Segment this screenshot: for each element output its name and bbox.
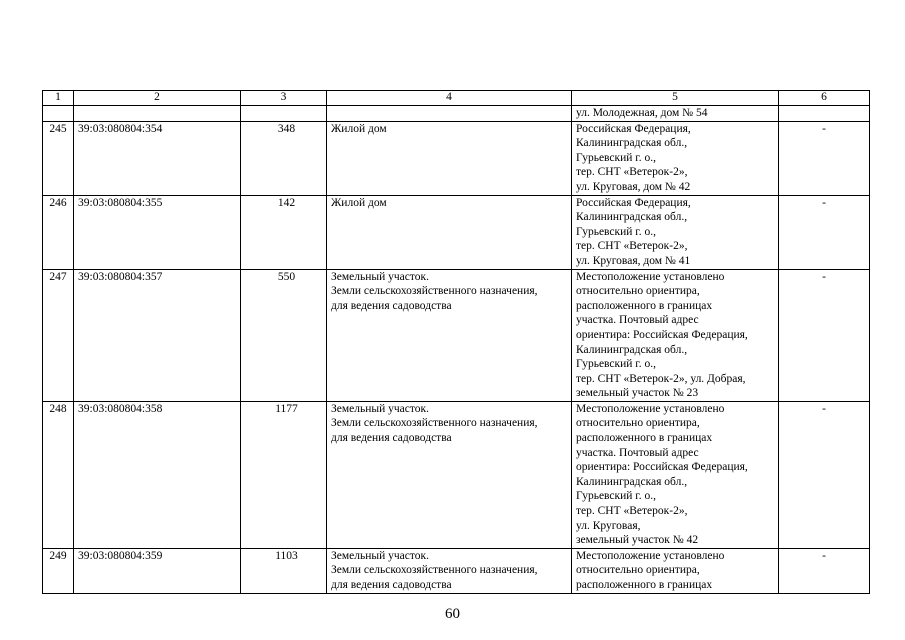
- column-number-row: [43, 91, 870, 106]
- table-row: [43, 401, 870, 548]
- object-type-line: Земельный участок.: [331, 402, 429, 415]
- object-type-line: Земли сельскохозяйственного назначения,: [331, 285, 538, 298]
- column-number: 6: [779, 91, 870, 106]
- row-number-cell: 249: [43, 548, 74, 593]
- address-line: Гурьевский г. о.,: [576, 225, 656, 238]
- cadastral-number-cell: 39:03:080804:354: [74, 121, 241, 195]
- object-type-line: Земли сельскохозяйственного назначения,: [331, 564, 538, 577]
- column-number: 2: [74, 91, 241, 106]
- address-line: участка. Почтовый адрес: [576, 446, 699, 459]
- cadastral-number-cell: 39:03:080804:359: [74, 548, 241, 593]
- object-type-cell: [327, 121, 572, 195]
- address-line: Калининградская обл.,: [576, 137, 688, 150]
- address-line: тер. СНТ «Ветерок-2», ул. Добрая,: [576, 372, 746, 385]
- column-number: 3: [241, 91, 327, 106]
- area-cell: 348: [241, 121, 327, 195]
- address-line: Гурьевский г. о.,: [576, 151, 656, 164]
- address-line: земельный участок № 42: [576, 534, 699, 547]
- address-line: Местоположение установлено: [576, 402, 725, 415]
- object-type-line: для ведения садоводства: [331, 579, 452, 591]
- address-line: Российская Федерация,: [576, 196, 691, 209]
- column-number: 4: [327, 91, 572, 106]
- address-cell: [572, 269, 779, 401]
- address-cell: [572, 121, 779, 195]
- object-type-line: Земельный участок.: [331, 549, 429, 562]
- address-cell: [572, 548, 779, 593]
- note-cell: -: [779, 269, 870, 401]
- address-line: расположенного в границах: [576, 432, 713, 445]
- note-cell: -: [779, 121, 870, 195]
- cadastral-number-cell: 39:03:080804:358: [74, 401, 241, 548]
- address-line: Калининградская обл.,: [576, 211, 688, 224]
- object-type-line: Жилой дом: [331, 196, 387, 209]
- area-cell: 550: [241, 269, 327, 401]
- column-number: 5: [572, 91, 779, 106]
- table-row: [43, 121, 870, 195]
- row-number-cell: 245: [43, 121, 74, 195]
- address-line: относительно ориентира,: [576, 417, 700, 430]
- object-type-cell: [327, 195, 572, 269]
- row-number-cell: 247: [43, 269, 74, 401]
- cadastral-number-cell: 39:03:080804:355: [74, 195, 241, 269]
- note-cell: -: [779, 195, 870, 269]
- area-cell: 1177: [241, 401, 327, 548]
- address-line: ул. Молодежная, дом № 54: [576, 107, 708, 119]
- address-line: Местоположение установлено: [576, 549, 725, 562]
- address-line: Калининградская обл.,: [576, 343, 688, 356]
- address-line: Местоположение установлено: [576, 270, 725, 283]
- object-type-line: Жилой дом: [331, 122, 387, 135]
- address-line: относительно ориентира,: [576, 564, 700, 577]
- address-line: расположенного в границах: [576, 579, 713, 591]
- address-line: тер. СНТ «Ветерок-2»,: [576, 505, 688, 518]
- continuation-row: [43, 106, 870, 122]
- object-type-cell: [327, 401, 572, 548]
- object-type-line: Земли сельскохозяйственного назначения,: [331, 417, 538, 430]
- address-line: ул. Круговая, дом № 42: [576, 180, 691, 193]
- object-type-line: Земельный участок.: [331, 270, 429, 283]
- area-cell: 142: [241, 195, 327, 269]
- registry-table: [42, 90, 870, 594]
- address-line: ул. Круговая, дом № 41: [576, 254, 691, 267]
- address-line: Гурьевский г. о.,: [576, 358, 656, 371]
- address-line: ориентира: Российская Федерация,: [576, 461, 748, 474]
- row-number-cell: 248: [43, 401, 74, 548]
- address-line: тер. СНТ «Ветерок-2»,: [576, 166, 688, 179]
- object-type-cell: [327, 548, 572, 593]
- object-type-cell: [327, 269, 572, 401]
- page-number: 60: [445, 606, 460, 622]
- object-type-line: для ведения садоводства: [331, 299, 452, 312]
- registry-table-body: [43, 91, 870, 594]
- address-line: расположенного в границах: [576, 299, 713, 312]
- note-cell: -: [779, 548, 870, 593]
- address-cell: [572, 401, 779, 548]
- address-line: Гурьевский г. о.,: [576, 490, 656, 503]
- area-cell: 1103: [241, 548, 327, 593]
- object-type-line: для ведения садоводства: [331, 432, 452, 445]
- address-line: Российская Федерация,: [576, 122, 691, 135]
- address-line: земельный участок № 23: [576, 387, 699, 400]
- address-line: относительно ориентира,: [576, 285, 700, 298]
- address-cell: [572, 106, 779, 122]
- table-row: [43, 195, 870, 269]
- address-line: ориентира: Российская Федерация,: [576, 328, 748, 341]
- address-line: ул. Круговая,: [576, 519, 641, 532]
- address-line: тер. СНТ «Ветерок-2»,: [576, 240, 688, 253]
- column-number: 1: [43, 91, 74, 106]
- note-cell: -: [779, 401, 870, 548]
- cadastral-number-cell: 39:03:080804:357: [74, 269, 241, 401]
- row-number-cell: 246: [43, 195, 74, 269]
- address-cell: [572, 195, 779, 269]
- table-row: [43, 548, 870, 593]
- table-row: [43, 269, 870, 401]
- address-line: Калининградская обл.,: [576, 475, 688, 488]
- address-line: участка. Почтовый адрес: [576, 314, 699, 327]
